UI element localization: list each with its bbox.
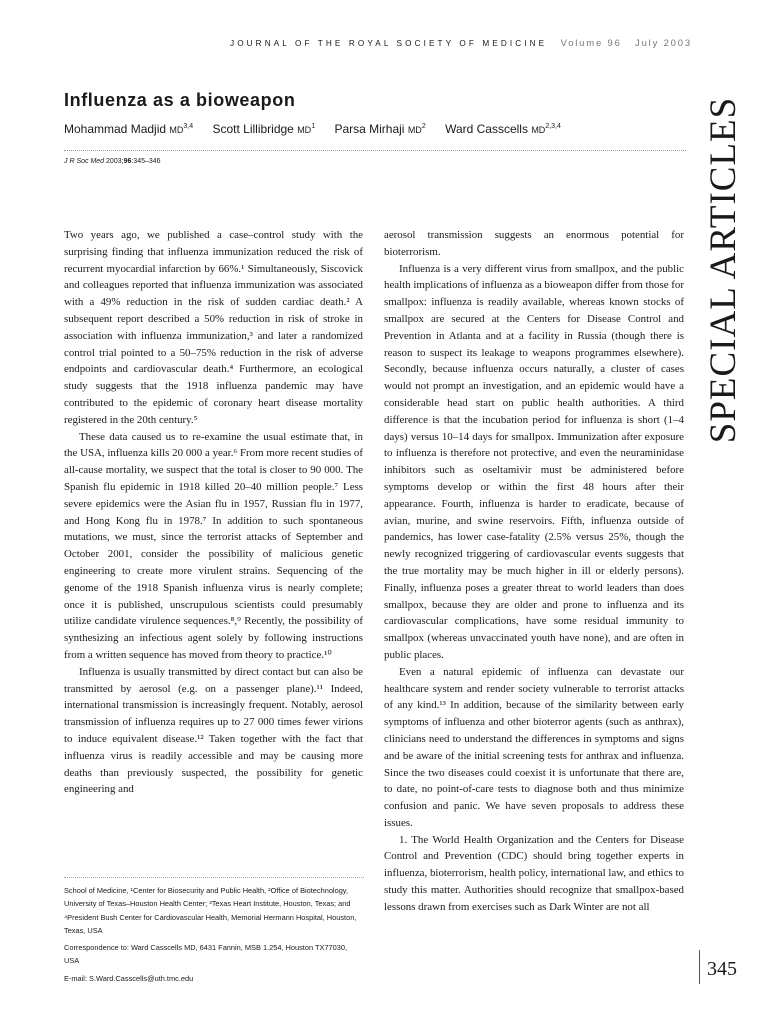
footnotes: [64, 884, 364, 989]
paragraph: aerosol transmission suggests an enormous potential for bioterrorism.: [384, 229, 684, 258]
article-title: Influenza as a bioweapon: [64, 90, 296, 110]
author: Parsa Mirhaji $MD^2$: [334, 122, 426, 136]
body-column-left: [64, 227, 363, 798]
title-divider: [64, 150, 686, 151]
correspondence-note: Correspondence to: Ward Casscells MD, 6431 Fannin, MSB 1.254, Houston TX77030, USA: [64, 943, 348, 966]
paragraph: Two years ago, we published a case–control study with the surprising finding that influenza immunization reduced the risk of recurrent myocardial infarction by 66%.¹ Simultaneously, Siscovick and colleagues reported that influenza immunization was associated with a 49% reduction in the risk of sudden cardiac death.² A subsequent report described a 50% reduction in risk of stroke in association with influenza immunization,³ and later a randomized control trial pointed to a 50–75% reduction in the risk of adverse endpoints and cardiovascular death.⁴ Furthermore, an ecological study suggests that the 1918 influenza pandemic may have contributed to the epidemic of coronary heart disease mortality registered in the 20th century.⁵: [64, 229, 363, 426]
paragraph: These data caused us to re-examine the usual estimate that, in the USA, influenza kills 20 000 a year.⁶ From more recent studies of all-cause mortality, we suspect that the total is closer to 90 000. The Spanish flu epidemic in 1918 killed 20–40 million people.⁷ Less severe epidemics were the Asian flu in 1957, Russian flu in 1977, and Hong Kong flu in 1978.⁷ In addition to such spontaneous mutations, we must, since the terrorist attacks of September and October 2001, consider the possibility of malicious genetic engineering to create more virulent strains. Sequencing of the genome of the 1918 Spanish influenza virus is nearly complete; once it is published, unscrupulous scientists could presumably utilize candidate virulence sequences.⁸,⁹ Recently, the possibility of synthesizing an infectious agent solely by following instructions from a written sequence has moved from theory to practice.¹⁰: [64, 430, 363, 661]
paragraph: Even a natural epidemic of influenza can devastate our healthcare system and render society vulnerable to terrorist attacks of any kind.¹³ In addition, because of the similarity between early symptoms of influenza and other bioterror agents (such as anthrax), clinicians need to understand the differences in symptoms and signs and be aware of the initial screening tests for anthrax and influenza. Since the two diseases could coexist it is unfortunate that there are, to date, no point-of-care tests to diagnose both and thus minimize confusion and panic. We have seven proposals to address these issues.: [384, 665, 684, 829]
paragraph: Influenza is a very different virus from smallpox, and the public health implications of influenza as a bioweapon differ from those for smallpox: influenza is readily available, whereas known stocks of smallpox are secured at the Centers for Disease Control and Prevention in Atlanta and at a facility in Russia (though there is reason to suspect its leakage to weapons programmes elsewhere). Secondly, because influenza occurs naturally, a cluster of cases would not prompt an investigation, and an epidemic would have a considerable head start on public health authorities. A third difference is that the incubation period for influenza is short (1–4 days) versus 10–14 days for smallpox. Immunization after exposure to influenza is therefore not protective, and even the neuraminidase inhibitors such as oseltamivir must be administered before symptoms develop or within the first 48 hours after their appearance. Fourth, influenza is harder to eradicate, because of avian, murine, and swine reservoirs. Fifth, influenza outside of pandemics, has lower case-fatality (2.5% versus 25%, though the newly recognized triggering of cardiovascular events suggests that the true mortality may be much higher in ill or elderly persons). Finally, influenza poses a greater threat to world leaders than does smallpox, because they are older and prone to influenza and its cardiovascular complications, have some residual immunity to smallpox (whereas unvaccinated youth have none), and are often in public places.: [384, 262, 684, 661]
author: Scott Lillibridge $MD^1$: [212, 122, 316, 136]
section-label: [701, 94, 747, 446]
paragraph: Influenza is usually transmitted by direct contact but can also be transmitted by aerosol (e.g. on a passenger plane).¹¹ Indeed, international transmission is increasingly frequent. Notably, aerosol transmission of influenza requires up to 27 000 times fewer virions to induce equivalent disease.¹² Taken together with the fact that influenza virus is readily accessible and may be causing more deaths than previously suspected, the possibility for genetic engineering and: [64, 665, 363, 796]
running-header: [230, 38, 700, 49]
paragraph: 1. The World Health Organization and the Centers for Disease Control and Prevention (CDC) should bring together experts in influenza, bioterrorism, health policy, international law, and ethics to study this matter. Authorities should recognize that smallpox-based lessons drawn from exercises such as Dark Winter are not all: [384, 833, 684, 913]
section-label-text: SPECIAL ARTICLES: [703, 96, 744, 444]
body-column-right: [384, 227, 684, 916]
citation-line: J R Soc Med 2003;96:345–346: [64, 158, 161, 165]
journal-name: JOURNAL OF THE ROYAL SOCIETY OF MEDICINE: [230, 39, 548, 48]
author-list: [64, 122, 577, 136]
volume-label: Volume 96: [560, 38, 622, 49]
page-number-divider: [699, 950, 700, 984]
issue-date: July 2003: [635, 38, 692, 49]
affiliations-note: School of Medicine, ¹Center for Biosecurity and Public Health, ²Office of Biotechnology, University of Texas–Houston Health Center; ³Texas Heart Institute, Houston, Texas; and ⁴President Bush Center for Cardiovascular Health, Memorial Hermann Hospital, Houston, Texas, USA: [64, 886, 357, 935]
page-number: 345: [707, 958, 737, 980]
email-note: E-mail: S.Ward.Casscells@uth.tmc.edu: [64, 973, 194, 983]
author: Ward Casscells MD$^{2,3,4}$: [445, 122, 561, 136]
footnote-divider: [64, 877, 364, 878]
author: Mohammad Madjid MD$^{3,4}$: [64, 122, 194, 136]
